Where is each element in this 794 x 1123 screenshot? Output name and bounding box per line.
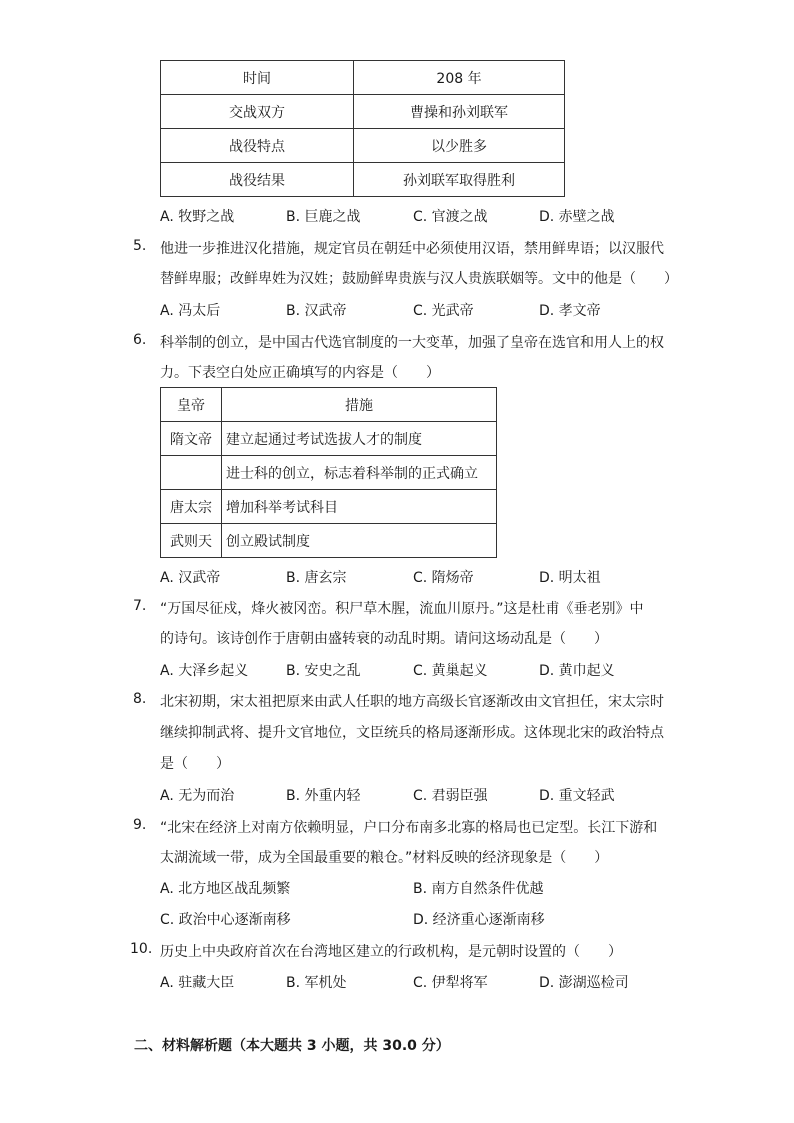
table-row <box>161 524 497 558</box>
q5-option-b: B. 汉武帝 <box>286 303 347 319</box>
q5-option-d: D. 孝文帝 <box>539 303 601 319</box>
table-cell: 交战双方 <box>161 95 354 129</box>
question-text: 他进一步推进汉化措施，规定官员在朝廷中必须使用汉语，禁用鲜卑语；以汉服代 <box>160 241 664 257</box>
table-cell: 战役特点 <box>161 129 354 163</box>
question-text: 替鲜卑服；改鲜卑姓为汉姓；鼓励鲜卑贵族与汉人贵族联姻等。文中的他是（ ） <box>160 271 678 287</box>
table-cell: 战役结果 <box>161 163 354 197</box>
question-text: 科举制的创立，是中国古代选官制度的一大变革，加强了皇帝在选官和用人上的权 <box>160 335 664 351</box>
table-row <box>161 61 565 95</box>
table-cell: 创立殿试制度 <box>222 524 497 558</box>
table-cell: 增加科举考试科目 <box>222 490 497 524</box>
q4-option-b: B. 巨鹿之战 <box>286 209 361 225</box>
q9-option-a: A. 北方地区战乱频繁 <box>160 881 291 897</box>
question-text: 北宋初期，宋太祖把原来由武人任职的地方高级长官逐渐改由文官担任，宋太宗时 <box>160 694 664 710</box>
q8-option-d: D. 重文轻武 <box>539 788 615 804</box>
q5-option-c: C. 光武帝 <box>413 303 474 319</box>
table-header: 措施 <box>222 388 497 422</box>
table-row <box>161 95 565 129</box>
question-text: 力。下表空白处应正确填写的内容是（ ） <box>160 365 440 381</box>
q8-option-c: C. 君弱臣强 <box>413 788 488 804</box>
q10-option-c: C. 伊犁将军 <box>413 975 488 991</box>
q4-option-a: A. 牧野之战 <box>160 209 235 225</box>
table-cell: 武则天 <box>161 524 222 558</box>
keju-table <box>160 387 497 558</box>
table-cell: 进士科的创立，标志着科举制的正式确立 <box>222 456 497 490</box>
q6-option-c: C. 隋炀帝 <box>413 570 474 586</box>
question-number: 9. <box>133 817 147 833</box>
table-cell: 以少胜多 <box>354 129 565 163</box>
question-text: 是（ ） <box>160 756 230 772</box>
table-row <box>161 422 497 456</box>
question-number: 5. <box>133 238 147 254</box>
table-cell: 唐太宗 <box>161 490 222 524</box>
q8-option-a: A. 无为而治 <box>160 788 235 804</box>
q10-option-a: A. 驻藏大臣 <box>160 975 235 991</box>
question-text: “北宋在经济上对南方依赖明显，户口分布南多北寡的格局也已定型。长江下游和 <box>160 820 658 836</box>
q5-option-a: A. 冯太后 <box>160 303 221 319</box>
q4-option-c: C. 官渡之战 <box>413 209 488 225</box>
question-number: 7. <box>133 598 147 614</box>
question-text: 太湖流域一带，成为全国最重要的粮仓。”材料反映的经济现象是（ ） <box>160 850 609 866</box>
q10-option-b: B. 军机处 <box>286 975 347 991</box>
q6-option-b: B. 唐玄宗 <box>286 570 347 586</box>
q8-option-b: B. 外重内轻 <box>286 788 361 804</box>
question-text: 历史上中央政府首次在台湾地区建立的行政机构，是元朝时设置的（ ） <box>160 944 622 960</box>
table-row <box>161 129 565 163</box>
q9-option-c: C. 政治中心逐渐南移 <box>160 912 291 928</box>
table-cell: 孙刘联军取得胜利 <box>354 163 565 197</box>
question-text: 继续抑制武将、提升文官地位，文臣统兵的格局逐渐形成。这体现北宋的政治特点 <box>160 725 664 741</box>
table-row <box>161 163 565 197</box>
table-cell: 隋文帝 <box>161 422 222 456</box>
q7-option-b: B. 安史之乱 <box>286 663 361 679</box>
table-cell: 时间 <box>161 61 354 95</box>
table-cell: 208 年 <box>354 61 565 95</box>
table-cell: 建立起通过考试选拔人才的制度 <box>222 422 497 456</box>
q9-option-d: D. 经济重心逐渐南移 <box>413 912 545 928</box>
q4-option-d: D. 赤壁之战 <box>539 209 615 225</box>
table-header: 皇帝 <box>161 388 222 422</box>
q7-option-a: A. 大泽乡起义 <box>160 663 249 679</box>
section-title: 二、材料解析题（本大题共 3 小题，共 30.0 分） <box>134 1038 450 1054</box>
question-number: 8. <box>133 691 147 707</box>
question-text: 的诗句。该诗创作于唐朝由盛转衰的动乱时期。请问这场动乱是（ ） <box>160 631 608 647</box>
table-cell: 曹操和孙刘联军 <box>354 95 565 129</box>
q10-option-d: D. 澎湖巡检司 <box>539 975 629 991</box>
table-row <box>161 456 497 490</box>
question-number: 10. <box>130 941 153 957</box>
table-row <box>161 388 497 422</box>
question-number: 6. <box>133 332 147 348</box>
q6-option-a: A. 汉武帝 <box>160 570 221 586</box>
question-text: “万国尽征戍，烽火被冈峦。积尸草木腥，流血川原丹。”这是杜甫《垂老别》中 <box>160 601 644 617</box>
q6-option-d: D. 明太祖 <box>539 570 601 586</box>
q7-option-d: D. 黄巾起义 <box>539 663 615 679</box>
table-row <box>161 490 497 524</box>
table-cell-blank <box>161 456 222 490</box>
q9-option-b: B. 南方自然条件优越 <box>413 881 544 897</box>
battle-info-table <box>160 60 565 197</box>
q7-option-c: C. 黄巢起义 <box>413 663 488 679</box>
